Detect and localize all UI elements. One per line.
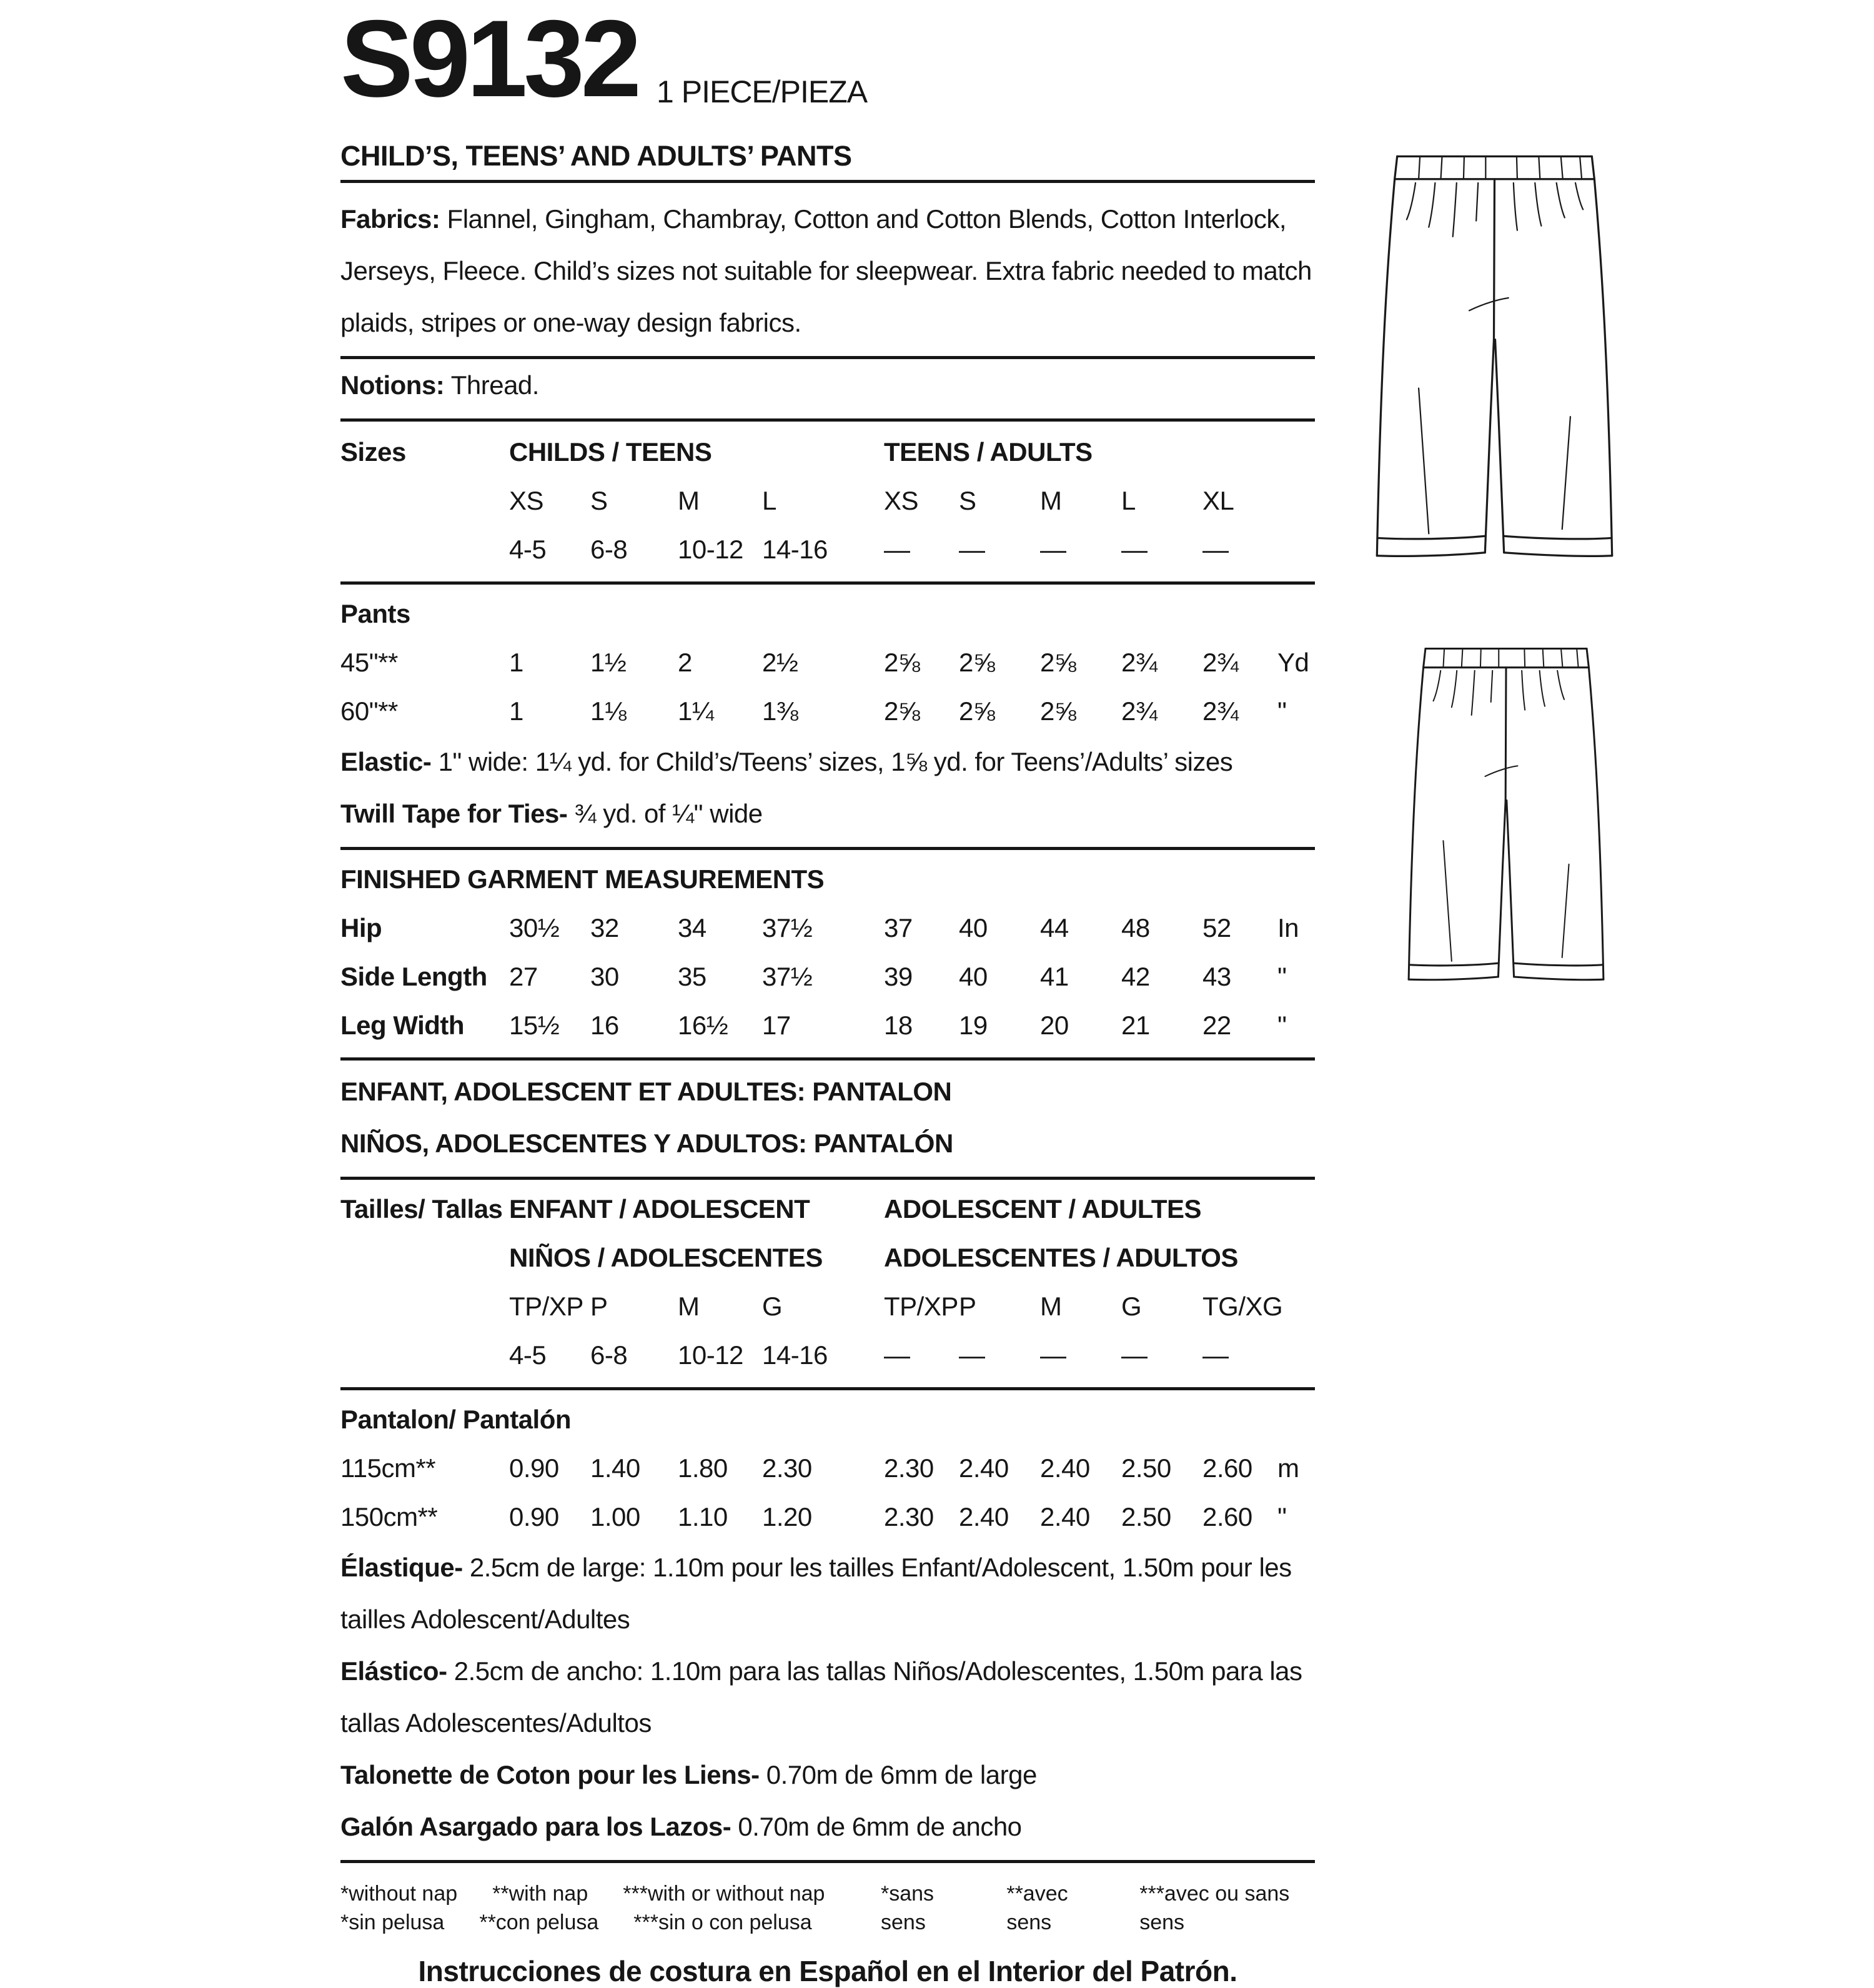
table-cell: 4-5	[509, 1340, 547, 1370]
table-cell: 2.60	[1202, 1453, 1252, 1483]
masthead	[340, 0, 1315, 120]
pants-section-label: Pants	[340, 599, 410, 628]
ninos-adolescentes-header: NIÑOS / ADOLESCENTES	[509, 1243, 823, 1272]
footnote-es: ***sin o con pelusa	[633, 1911, 812, 1934]
table-cell: —	[959, 535, 985, 564]
enfant-adolescent-header: ENFANT / ADOLESCENT	[509, 1194, 810, 1224]
twill-tape-text: ¾ yd. of ¼" wide	[567, 799, 763, 828]
divider-rule	[340, 581, 1315, 585]
table-cell: 2⅝	[884, 696, 920, 726]
table-cell: 19	[959, 1011, 988, 1040]
adolescentes-adultos-header: ADOLESCENTES / ADULTOS	[884, 1243, 1238, 1272]
table-cell: 2⅝	[959, 696, 995, 726]
elastic-line	[340, 736, 1315, 788]
unit-cell: "	[1277, 1011, 1287, 1040]
elastique-line	[340, 1541, 1315, 1593]
table-cell: 2	[678, 648, 692, 677]
fabrics-line: Jerseys, Fleece. Child’s sizes not suitable for sleepwear. Extra fabric needed to match	[340, 256, 1312, 285]
title-french: ENFANT, ADOLESCENT ET ADULTES: PANTALON	[340, 1077, 952, 1106]
table-cell: —	[884, 535, 910, 564]
table-cell: 42	[1121, 962, 1150, 991]
galon-label: Galón Asargado para los Lazos-	[340, 1812, 731, 1841]
table-cell: L	[1121, 486, 1136, 515]
pants-back-illustration	[1396, 634, 1616, 990]
table-cell: 2⅝	[1040, 696, 1076, 726]
footnote-en: **with nap	[492, 1882, 588, 1906]
hip-row	[340, 904, 1315, 952]
unit-cell: Yd	[1277, 648, 1309, 677]
table-cell: M	[678, 1292, 700, 1321]
width-label: 60"**	[340, 696, 398, 726]
elastico-line	[340, 1645, 1315, 1697]
table-cell: 1½	[590, 648, 627, 677]
divider-rule	[340, 847, 1315, 850]
notions-label: Notions:	[340, 370, 445, 400]
footnote-en: *without nap	[340, 1882, 458, 1906]
fabrics-line: plaids, stripes or one-way design fabrics.	[340, 308, 801, 337]
table-cell: 4-5	[509, 535, 547, 564]
table-cell: 10-12	[678, 1340, 743, 1370]
width-label: 45"**	[340, 648, 398, 677]
table-cell: —	[959, 1340, 985, 1370]
table-cell: 1.20	[762, 1502, 812, 1531]
table-cell: 37½	[762, 962, 813, 991]
table-cell: —	[1202, 535, 1229, 564]
table-cell: 30½	[509, 913, 560, 942]
pants-front-illustration	[1362, 139, 1627, 568]
table-cell: 1.00	[590, 1502, 640, 1531]
measure-label: Side Length	[340, 962, 487, 991]
measure-label: Leg Width	[340, 1011, 465, 1040]
intl-size-letters-row	[340, 1282, 1315, 1331]
table-cell: 2⅝	[959, 648, 995, 677]
footnote-en: ***with or without nap	[623, 1882, 825, 1906]
table-cell: —	[1040, 1340, 1066, 1370]
table-cell: P	[590, 1292, 608, 1321]
metric-row-150	[340, 1493, 1315, 1541]
sizes-group-header-row	[340, 428, 1315, 477]
table-cell: 48	[1121, 913, 1150, 942]
table-cell: 1	[509, 648, 523, 677]
table-cell: 2.40	[1040, 1502, 1090, 1531]
divider-rule	[340, 1057, 1315, 1061]
table-cell: G	[762, 1292, 783, 1321]
notions-text: Thread.	[444, 370, 539, 400]
table-cell: 10-12	[678, 535, 743, 564]
measure-label: Hip	[340, 913, 382, 942]
table-cell: 14-16	[762, 535, 828, 564]
table-cell: 18	[884, 1011, 913, 1040]
finished-measurements-title: FINISHED GARMENT MEASUREMENTS	[340, 864, 825, 894]
table-cell: P	[959, 1292, 976, 1321]
fabrics-line	[340, 193, 1315, 245]
table-cell: 2.40	[959, 1502, 1009, 1531]
yardage-row-45	[340, 638, 1315, 687]
table-cell: 2¾	[1202, 648, 1239, 677]
table-cell: 2.50	[1121, 1502, 1171, 1531]
table-cell: L	[762, 486, 776, 515]
table-cell: S	[959, 486, 976, 515]
width-label: 150cm**	[340, 1502, 438, 1531]
table-cell: 1.10	[678, 1502, 728, 1531]
table-cell: 37	[884, 913, 913, 942]
footnote-fr: **avec sens	[1006, 1882, 1068, 1934]
table-cell: 2.30	[884, 1453, 934, 1483]
table-cell: 35	[678, 962, 706, 991]
divider-rule	[340, 1387, 1315, 1390]
unit-cell: "	[1277, 1502, 1287, 1531]
elastic-text: 1" wide: 1¼ yd. for Child’s/Teens’ sizes, 1⅝ yd. for Teens’/Adults’ sizes	[431, 747, 1233, 776]
table-cell: 27	[509, 962, 538, 991]
table-cell: 34	[678, 913, 706, 942]
table-cell: 41	[1040, 962, 1069, 991]
intl-group-subheader-row	[340, 1234, 1315, 1282]
table-cell: 2.40	[1040, 1453, 1090, 1483]
galon-line	[340, 1801, 1315, 1852]
table-cell: 39	[884, 962, 913, 991]
talonette-label: Talonette de Coton pour les Liens-	[340, 1760, 760, 1789]
fabrics-label: Fabrics:	[340, 204, 440, 234]
table-cell: 1.40	[590, 1453, 640, 1483]
table-cell: XS	[884, 486, 919, 515]
footer-spanish-note: Instrucciones de costura en Español en el Interior del Patrón.	[418, 1955, 1237, 1987]
twill-tape-label: Twill Tape for Ties-	[340, 799, 568, 828]
pattern-number: S9132	[340, 0, 638, 120]
fabrics-text: Flannel, Gingham, Chambray, Cotton and Cotton Blends, Cotton Interlock,	[440, 204, 1287, 234]
footnote-es: **con pelusa	[479, 1911, 599, 1934]
elastico-line: tallas Adolescentes/Adultos	[340, 1708, 652, 1738]
galon-text: 0.70m de 6mm de ancho	[731, 1812, 1022, 1841]
table-cell: TP/XP	[884, 1292, 958, 1321]
divider-rule	[340, 418, 1315, 422]
table-cell: XS	[509, 486, 544, 515]
table-cell: 1⅜	[762, 696, 798, 726]
table-cell: 2¾	[1121, 648, 1158, 677]
table-cell: 17	[762, 1011, 791, 1040]
table-cell: 20	[1040, 1011, 1069, 1040]
teens-adults-group-header: TEENS / ADULTS	[884, 437, 1093, 467]
table-cell: S	[590, 486, 608, 515]
width-label: 115cm**	[340, 1453, 436, 1483]
leg-width-row	[340, 1001, 1315, 1050]
title-spanish: NIÑOS, ADOLESCENTES Y ADULTOS: PANTALÓN	[340, 1129, 953, 1158]
table-cell: 2.60	[1202, 1502, 1252, 1531]
table-cell: 2½	[762, 648, 798, 677]
table-cell: 2.50	[1121, 1453, 1171, 1483]
table-cell: 32	[590, 913, 619, 942]
pantalon-section-row	[340, 1395, 1315, 1444]
table-cell: 40	[959, 913, 988, 942]
intl-size-ranges-row	[340, 1331, 1315, 1380]
table-cell: G	[1121, 1292, 1142, 1321]
table-cell: TG/XG	[1202, 1292, 1283, 1321]
table-cell: 1.80	[678, 1453, 728, 1483]
notions-line	[340, 359, 1315, 411]
table-cell: 2.30	[762, 1453, 812, 1483]
side-length-row	[340, 952, 1315, 1001]
table-cell: 15½	[509, 1011, 560, 1040]
talonette-text: 0.70m de 6mm de large	[759, 1760, 1037, 1789]
table-cell: 1	[509, 696, 523, 726]
divider-rule	[340, 1177, 1315, 1180]
divider-rule	[340, 180, 1315, 183]
unit-cell: m	[1277, 1453, 1299, 1483]
adolescent-adultes-header: ADOLESCENT / ADULTES	[884, 1194, 1202, 1224]
footnotes	[340, 1879, 1315, 1937]
table-cell: 6-8	[590, 1340, 628, 1370]
twill-tape-line	[340, 788, 1315, 839]
table-cell: 14-16	[762, 1340, 828, 1370]
tailles-tallas-label: Tailles/ Tallas	[340, 1194, 503, 1224]
table-cell: XL	[1202, 486, 1234, 515]
table-cell: 40	[959, 962, 988, 991]
table-cell: 1⅛	[590, 696, 627, 726]
unit-cell: "	[1277, 962, 1287, 991]
table-cell: —	[884, 1340, 910, 1370]
table-cell: 0.90	[509, 1502, 559, 1531]
table-cell: —	[1202, 1340, 1229, 1370]
table-cell: TP/XP	[509, 1292, 583, 1321]
footnote-es: *sin pelusa	[340, 1911, 445, 1934]
table-cell: 2.30	[884, 1502, 934, 1531]
finished-title-row	[340, 855, 1315, 904]
table-cell: 2.40	[959, 1453, 1009, 1483]
elastico-text: 2.5cm de ancho: 1.10m para las tallas Niños/Adolescentes, 1.50m para las	[447, 1656, 1302, 1686]
size-ranges-row	[340, 525, 1315, 574]
elastique-label: Élastique-	[340, 1553, 463, 1582]
table-cell: M	[1040, 486, 1062, 515]
elastique-line: tailles Adolescent/Adultes	[340, 1605, 630, 1634]
yardage-row-60	[340, 687, 1315, 736]
childs-teens-group-header: CHILDS / TEENS	[509, 437, 712, 467]
table-cell: —	[1121, 1340, 1148, 1370]
table-cell: M	[1040, 1292, 1062, 1321]
elastique-text: 2.5cm de large: 1.10m pour les tailles Enfant/Adolescent, 1.50m pour les	[462, 1553, 1292, 1582]
pantalon-section-label: Pantalon/ Pantalón	[340, 1405, 572, 1434]
table-cell: 2¾	[1121, 696, 1158, 726]
divider-rule	[340, 1860, 1315, 1863]
table-cell: 44	[1040, 913, 1069, 942]
table-cell: M	[678, 486, 700, 515]
table-cell: 22	[1202, 1011, 1231, 1040]
table-cell: 16	[590, 1011, 619, 1040]
footnote-fr: *sans sens	[881, 1882, 935, 1934]
table-cell: —	[1121, 535, 1148, 564]
unit-cell: "	[1277, 696, 1287, 726]
table-cell: 16½	[678, 1011, 728, 1040]
metric-row-115	[340, 1444, 1315, 1493]
table-cell: 0.90	[509, 1453, 559, 1483]
table-cell: 37½	[762, 913, 813, 942]
table-cell: 30	[590, 962, 619, 991]
footnote-fr: ***avec ou sans sens	[1139, 1882, 1290, 1934]
table-cell: 6-8	[590, 535, 628, 564]
talonette-line	[340, 1749, 1315, 1801]
table-cell: 21	[1121, 1011, 1150, 1040]
footnotes-left	[340, 1879, 881, 1937]
elastico-label: Elástico-	[340, 1656, 447, 1686]
intl-group-header-row	[340, 1185, 1315, 1234]
table-cell: 2⅝	[1040, 648, 1076, 677]
footnotes-right	[881, 1879, 1315, 1937]
table-cell: 43	[1202, 962, 1231, 991]
table-cell: 2⅝	[884, 648, 920, 677]
table-cell: 52	[1202, 913, 1231, 942]
elastic-label: Elastic-	[340, 747, 432, 776]
title-english: CHILD’S, TEENS’ AND ADULTS’ PANTS	[340, 140, 852, 172]
unit-cell: In	[1277, 913, 1299, 942]
size-letters-row	[340, 477, 1315, 525]
pants-section-row	[340, 590, 1315, 638]
table-cell: 1¼	[678, 696, 714, 726]
sizes-row-label: Sizes	[340, 437, 406, 467]
table-cell: 2¾	[1202, 696, 1239, 726]
table-cell: —	[1040, 535, 1066, 564]
piece-count: 1 PIECE/PIEZA	[657, 74, 868, 109]
